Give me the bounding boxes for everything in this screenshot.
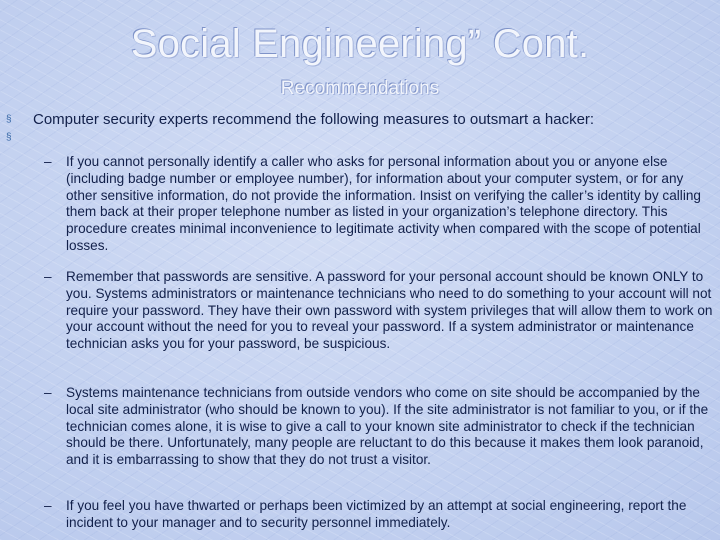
dash-marker: – (44, 498, 52, 513)
recommendation-item (44, 269, 716, 353)
recommendation-text: Systems maintenance technicians from outside vendors who come on site should be accompanied by the local site administrator (who should be known to you). If the site administrator is not familiar to you, or if the technician comes alone, it is wise to give a call to your known site administrator to check if the technician should be there. Unfortunately, many people are reluctant to do this because it makes them look paranoid, and it is embarrassing to show that they do not trust a visitor. (66, 385, 709, 468)
recommendation-text: Remember that passwords are sensitive. A password for your personal account should be known ONLY to you. Systems administrators or maintenance technicians who need to do something to your account will not require your password. They have their own password with system privileges that will allow them to work on your account without the need for you to reveal your password. If a system administrator or maintenance technician asks you for your password, be suspicious. (66, 269, 713, 352)
recommendation-text: If you feel you have thwarted or perhaps been victimized by an attempt at social engineering, report the incident to your manager and to security personnel immediately. (66, 498, 687, 530)
recommendation-text: If you cannot personally identify a caller who asks for personal information about you or anyone else (including badge number or employee number), for information about your computer system, or for any other sensitive information, do not provide the information. Insist on verifying the caller’s identity by calling them back at their proper telephone number as listed in your organization’s telephone directory. This procedure creates minimal inconvenience to legitimate activity when compared with the scope of potential losses. (66, 154, 701, 253)
lead-paragraph: Computer security experts recommend the following measures to outsmart a hacker: (33, 111, 595, 128)
slide-title: Social Engineering” Cont. (130, 22, 590, 66)
recommendation-item (44, 154, 716, 255)
recommendation-item (44, 385, 716, 469)
recommendation-item (44, 498, 716, 532)
bullet-marker: § (6, 114, 12, 125)
dash-marker: – (44, 154, 52, 169)
slide-subtitle: Recommendations (280, 78, 440, 99)
dash-marker: – (44, 385, 52, 400)
bullet-marker: § (6, 132, 12, 143)
dash-marker: – (44, 269, 52, 284)
